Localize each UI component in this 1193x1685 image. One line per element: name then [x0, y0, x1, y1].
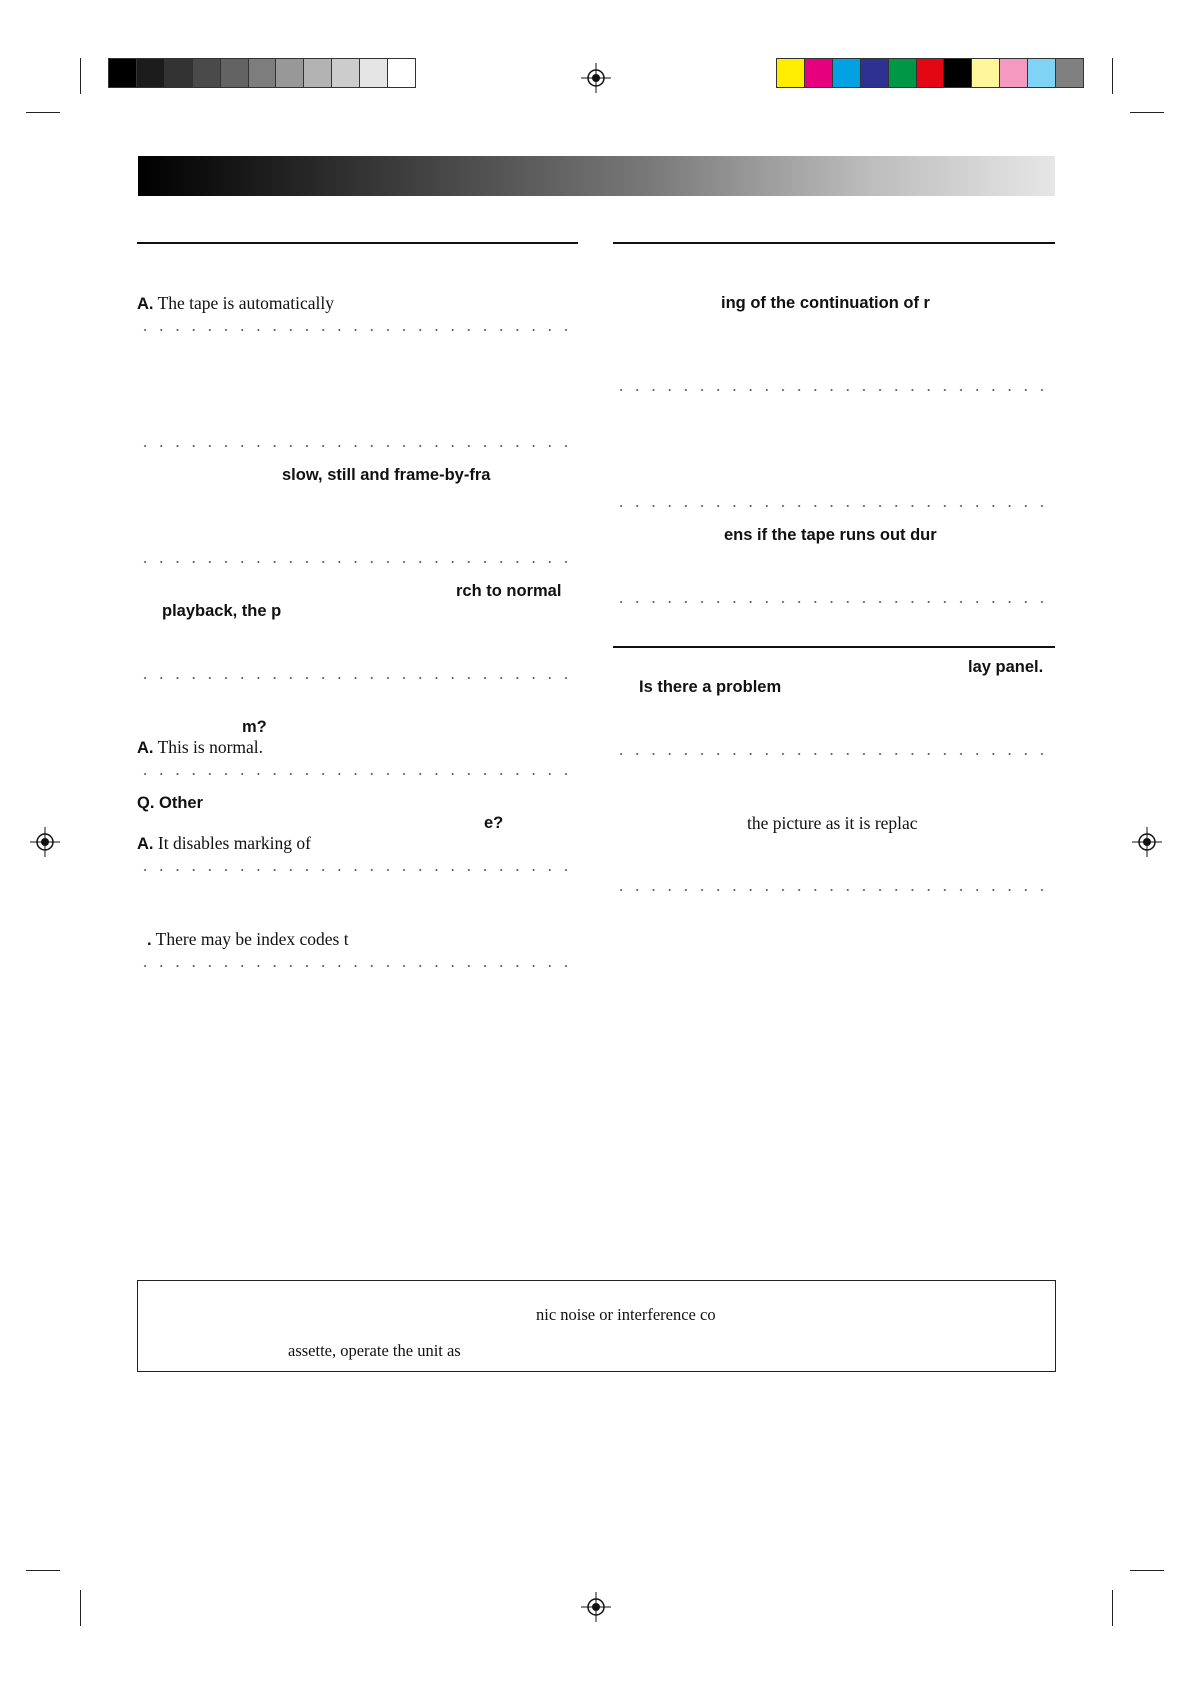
dotted-separator	[613, 389, 1055, 391]
question-2: slow, still and frame-by-fra	[282, 466, 491, 484]
dotted-separator	[137, 773, 578, 775]
registration-mark-icon	[581, 63, 611, 93]
registration-mark-icon	[30, 827, 60, 857]
right-question-1: ing of the continuation of r	[721, 294, 930, 312]
answer-6: . There may be index codes t	[147, 929, 349, 949]
dotted-separator	[613, 753, 1055, 755]
crop-mark	[26, 1570, 60, 1571]
section-rule	[613, 646, 1055, 648]
question-5-line-2: e?	[484, 814, 504, 832]
right-answer-3: the picture as it is replac	[747, 813, 918, 833]
grayscale-calibration-bar	[108, 58, 416, 88]
crop-mark	[1112, 58, 1113, 94]
answer-1: A. The tape is automatically	[137, 293, 334, 313]
dotted-separator	[137, 561, 578, 563]
dotted-separator	[137, 329, 578, 331]
note-line-1: nic noise or interference co	[536, 1305, 716, 1324]
answer-5: A. It disables marking of	[137, 833, 311, 853]
crop-mark	[1130, 112, 1164, 113]
color-calibration-bar	[776, 58, 1084, 88]
registration-mark-icon	[581, 1592, 611, 1622]
question-5-line-1: Q. Other	[137, 794, 204, 812]
dotted-separator	[137, 677, 578, 679]
note-box	[137, 1280, 1056, 1372]
column-rule	[613, 242, 1055, 244]
crop-mark	[80, 1590, 81, 1626]
dotted-separator	[613, 889, 1055, 891]
section-header-band	[138, 156, 1055, 196]
crop-mark	[80, 58, 81, 94]
crop-mark	[1130, 1570, 1164, 1571]
question-4: m?	[242, 718, 267, 736]
right-question-2: ens if the tape runs out dur	[724, 526, 937, 544]
note-line-2: assette, operate the unit as	[288, 1341, 461, 1360]
registration-mark-icon	[1132, 827, 1162, 857]
crop-mark	[1112, 1590, 1113, 1626]
question-3-line-2: playback, the p	[162, 602, 282, 620]
question-3-line-1: rch to normal	[456, 582, 562, 600]
dotted-separator	[613, 505, 1055, 507]
answer-4: A. This is normal.	[137, 737, 264, 757]
dotted-separator	[137, 965, 578, 967]
right-question-3-line-1: lay panel.	[968, 658, 1044, 676]
dotted-separator	[613, 601, 1055, 603]
dotted-separator	[137, 869, 578, 871]
dotted-separator	[137, 445, 578, 447]
column-rule	[137, 242, 578, 244]
right-question-3-line-2: Is there a problem	[639, 678, 782, 696]
crop-mark	[26, 112, 60, 113]
